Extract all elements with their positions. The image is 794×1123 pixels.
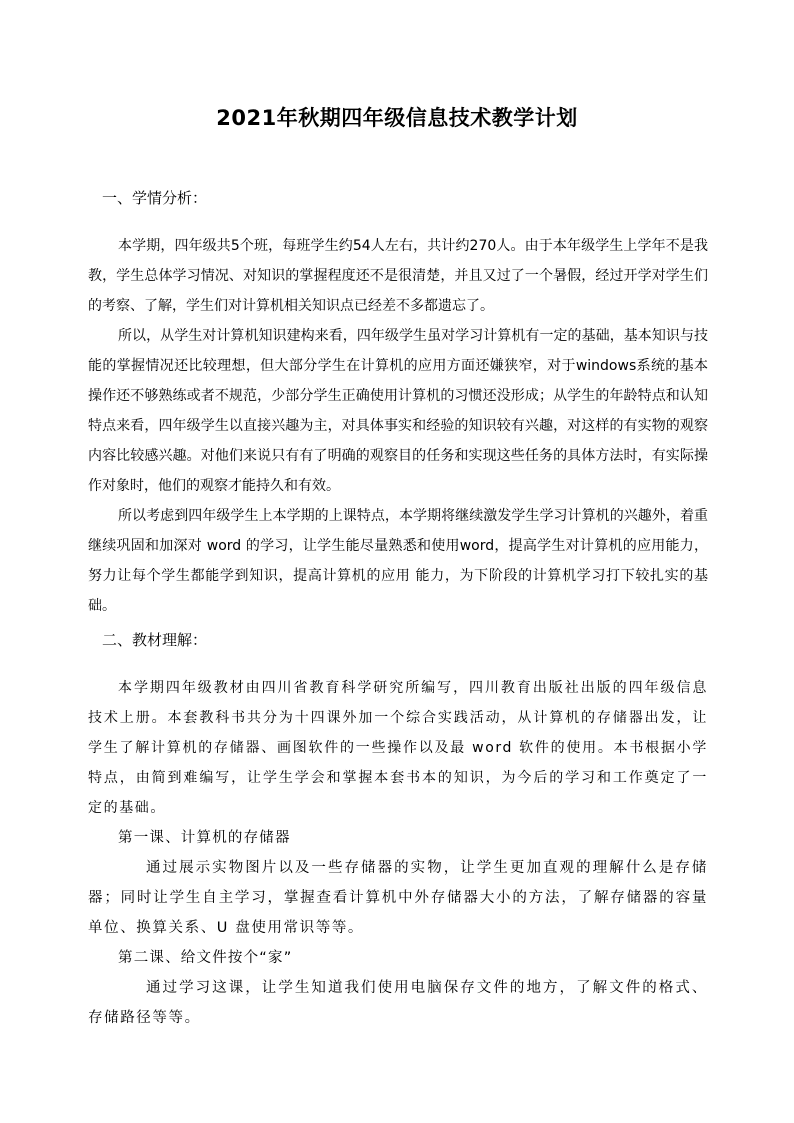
paragraph: 本学期，四年级共5个班，每班学生约54人左右，共计约270人。由于本年级学生上学年不是我教，学生总体学习情况、对知识的掌握程度还不是很清楚，并且又过了一个暑假，经过开学对学生们的考察、了解，学生们对计算机相关知识点已经差不多都遗忘了。 <box>88 238 708 314</box>
lesson-title-2: 第二课、给文件按个“家” <box>118 950 293 966</box>
paragraph: 本学期四年级教材由四川省教育科学研究所编写，四川教育出版社出版的四年级信息技术上册。本套教科书共分为十四课外加一个综合实践活动，从计算机的存储器出发，让学生了解计算机的存储器、画图软件的一些操作以及最 word 软件的使用。本书根据小学特点，由简到难编写，让学生学会和掌握本套书本的知识，为今后的学习和工作奠定了一定的基础。 <box>88 680 708 816</box>
section-heading-1: 一、学情分析： <box>102 189 208 207</box>
lesson-description-1: 通过展示实物图片以及一些存储器的实物，让学生更加直观的理解什么是存储器；同时让学生自主学习，掌握查看计算机中外存储器大小的方法，了解存储器的容量单位、换算关系、U 盘使用常识等等。 <box>88 860 708 936</box>
section-heading-2: 二、教材理解： <box>102 631 208 649</box>
page-title: 2021年秋期四年级信息技术教学计划 <box>216 106 578 130</box>
paragraph: 所以考虑到四年级学生上本学期的上课特点，本学期将继续激发学生学习计算机的兴趣外，着重继续巩固和加深对 word 的学习，让学生能尽量熟悉和使用word，提高学生对计算机的应用能力，努力让每个学生都能学到知识，提高计算机的应用 能力，为下阶段的计算机学习打下较扎实的基础。 <box>88 508 708 614</box>
paragraph: 所以，从学生对计算机知识建构来看，四年级学生虽对学习计算机有一定的基础，基本知识与技能的掌握情况还比较理想，但大部分学生在计算机的应用方面还嫌狭窄，对于windows系统的基本操作还不够熟练或者不规范，少部分学生正确使用计算机的习惯还没形成；从学生的年龄特点和认知特点来看，四年级学生以直接兴趣为主，对具体事实和经验的知识较有兴趣，对这样的有实物的观察内容比较感兴趣。对他们来说只有有了明确的观察目的任务和实现这些任务的具体方法时，有实际操作对象时，他们的观察才能持久和有效。 <box>88 328 708 494</box>
lesson-description-2: 通过学习这课，让学生知道我们使用电脑保存文件的地方，了解文件的格式、存储路径等等。 <box>88 980 708 1026</box>
lesson-title-1: 第一课、计算机的存储器 <box>118 830 291 846</box>
document-body <box>88 183 708 1033</box>
